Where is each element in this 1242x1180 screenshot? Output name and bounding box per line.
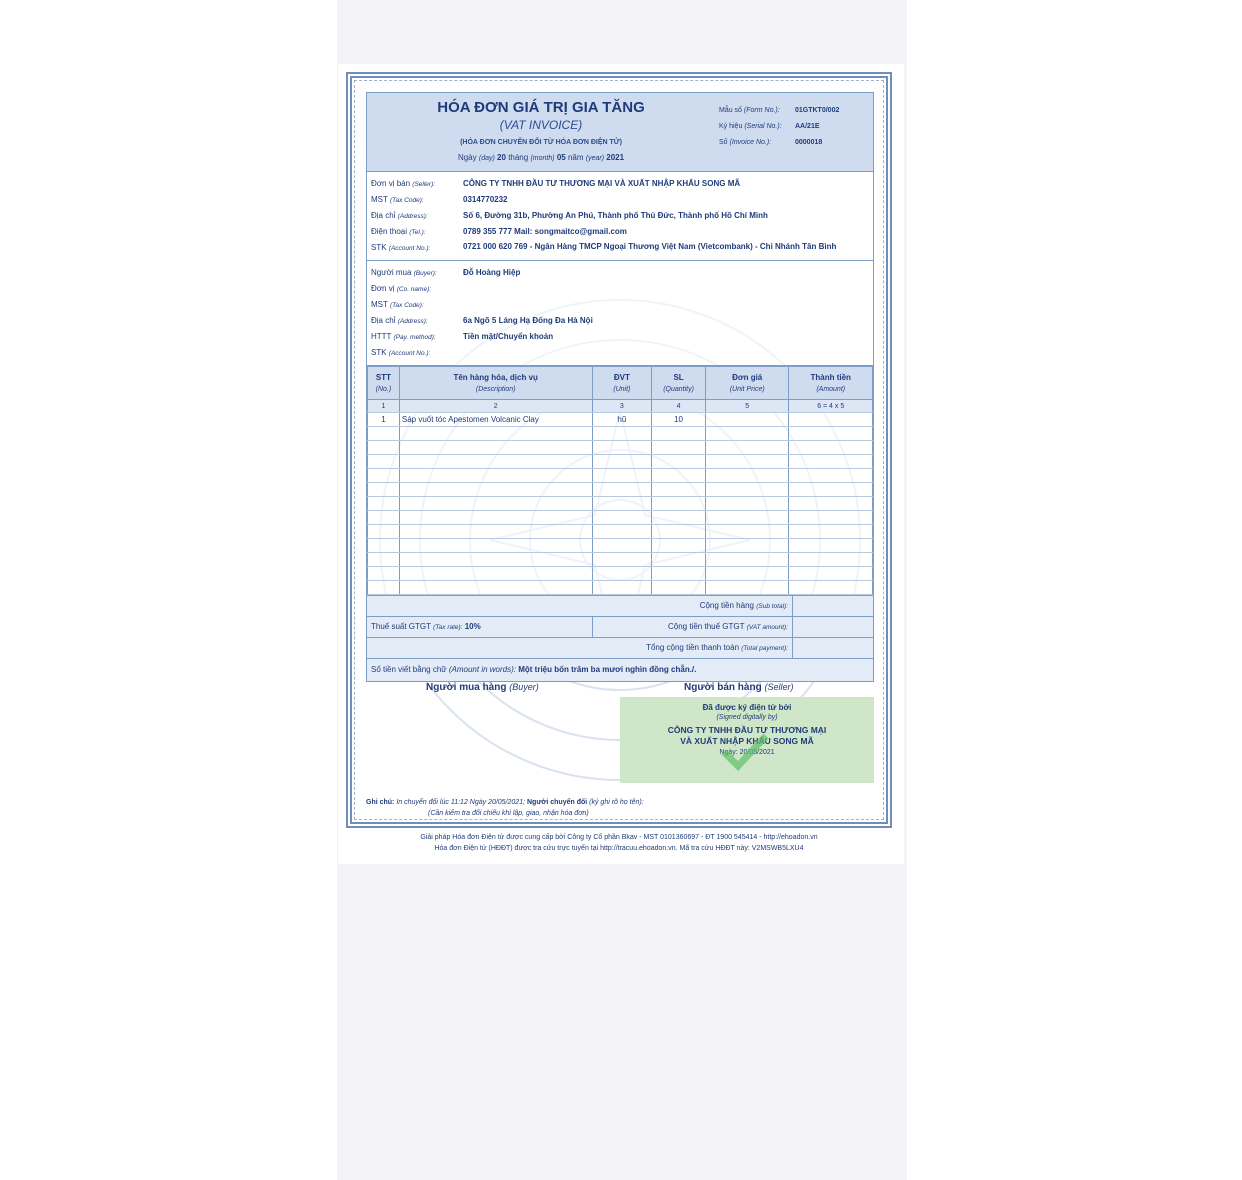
field-label: Người mua bbox=[371, 268, 412, 277]
meta-value: 01GTKT0/002 bbox=[795, 107, 840, 114]
note-line2: (Cần kiểm tra đối chiếu khi lập, giao, nhận hóa đơn) bbox=[428, 810, 589, 817]
buyer-address-row bbox=[371, 313, 869, 329]
seller-account: 0721 000 620 769 - Ngân Hàng TMCP Ngoại Thương Việt Nam (Vietcombank) - Chi Nhánh Tân Bình bbox=[463, 242, 837, 251]
year-value: 2021 bbox=[606, 153, 625, 162]
meta-form-no bbox=[719, 103, 839, 119]
buyer-tax-code bbox=[463, 297, 869, 313]
meta-label: Số bbox=[719, 139, 728, 146]
meta-serial-no bbox=[719, 119, 839, 135]
invoice-title: HÓA ĐƠN GIÁ TRỊ GIA TĂNG bbox=[437, 99, 645, 116]
vat-label: Cộng tiền thuế GTGT bbox=[668, 622, 745, 631]
total-label: Tổng cộng tiền thanh toán bbox=[646, 643, 740, 652]
footer-line1: Giải pháp Hóa đơn Điện tử được cung cấp bởi Công ty Cổ phần Bkav - MST 0101360697 - ĐT 1900 545414 - http://ehoadon.vn bbox=[420, 834, 818, 841]
sign-date: Ngày: 20/05/2021 bbox=[719, 749, 775, 756]
buyer-company bbox=[463, 281, 869, 297]
column-header-quantity: SL (Quantity) bbox=[652, 367, 706, 400]
field-label-en: (Pay. method): bbox=[393, 334, 436, 341]
conversion-note-footer bbox=[366, 797, 644, 819]
buyer-tax-row bbox=[371, 297, 869, 313]
meta-label-en: (Serial No.): bbox=[744, 123, 782, 130]
buyer-company-row bbox=[371, 281, 869, 297]
tax-rate-label: Thuế suất GTGT bbox=[371, 622, 431, 631]
field-label-en: (Tel.): bbox=[409, 229, 426, 236]
index-cell: 4 bbox=[652, 400, 706, 413]
vat-row bbox=[367, 617, 873, 638]
empty-table-row bbox=[368, 455, 873, 469]
empty-table-row bbox=[368, 497, 873, 511]
column-index-row bbox=[368, 400, 873, 413]
buyer-payment-row bbox=[371, 329, 869, 345]
conversion-note: (HÓA ĐƠN CHUYỂN ĐỔI TỪ HÓA ĐƠN ĐIỆN TỬ) bbox=[460, 139, 622, 146]
total-row bbox=[367, 638, 873, 659]
meta-label: Mẫu số bbox=[719, 107, 742, 114]
invoice-meta bbox=[719, 103, 839, 151]
seller-section bbox=[367, 172, 873, 261]
table-row bbox=[368, 413, 873, 427]
vat-label-en: (VAT amount): bbox=[746, 624, 788, 631]
column-header-amount: Thành tiền (Amount) bbox=[789, 367, 873, 400]
vat-amount bbox=[792, 617, 873, 637]
empty-table-row bbox=[368, 567, 873, 581]
tax-rate-label-en: (Tax rate): bbox=[433, 624, 463, 631]
field-label-en: (Seller): bbox=[412, 181, 436, 188]
words-label-en: (Amount in words): bbox=[448, 665, 516, 674]
field-label-en: (Account No.): bbox=[388, 245, 431, 252]
subtotal-row bbox=[367, 596, 873, 617]
field-label: STK bbox=[371, 348, 387, 357]
field-label-en: (Tax Code): bbox=[389, 302, 424, 309]
buyer-address: 6a Ngõ 5 Láng Hạ Đống Đa Hà Nội bbox=[463, 316, 593, 325]
month-label-en: (month) bbox=[530, 155, 555, 162]
meta-label: Ký hiệu bbox=[719, 123, 743, 130]
seller-name-row bbox=[371, 176, 869, 192]
seller-address: Số 6, Đường 31b, Phường An Phú, Thành phố Thủ Đức, Thành phố Hồ Chí Minh bbox=[463, 211, 768, 220]
seller-name: CÔNG TY TNHH ĐẦU TƯ THƯƠNG MẠI VÀ XUẤT NHẬP KHẨU SONG MÃ bbox=[463, 179, 741, 188]
empty-table-row bbox=[368, 581, 873, 595]
month-value: 05 bbox=[556, 153, 566, 162]
column-header-unit-price: Đơn giá (Unit Price) bbox=[705, 367, 788, 400]
field-label: Đơn vị bbox=[371, 284, 395, 293]
empty-table-row bbox=[368, 539, 873, 553]
field-label: MST bbox=[371, 300, 388, 309]
column-header-unit: ĐVT (Unit) bbox=[592, 367, 652, 400]
field-label: Đơn vị bán bbox=[371, 179, 411, 188]
field-label-en: (Co. name): bbox=[396, 286, 432, 293]
column-header-description: Tên hàng hóa, dịch vụ (Description) bbox=[399, 367, 592, 400]
item-unit-price bbox=[705, 413, 788, 427]
index-cell: 1 bbox=[368, 400, 400, 413]
invoice-form bbox=[366, 92, 874, 682]
words-label: Số tiền viết bằng chữ bbox=[371, 665, 447, 674]
buyer-section bbox=[367, 261, 873, 366]
seller-account-row bbox=[371, 240, 869, 256]
year-label-en: (year) bbox=[585, 155, 605, 162]
converter-hint: (ký ghi rõ họ tên): bbox=[589, 799, 644, 806]
amount-in-words bbox=[367, 659, 873, 681]
signer-company: CÔNG TY TNHH ĐẦU TƯ THƯƠNG MẠI VÀ XUẤT NHẬP KHẨU SONG MÃ bbox=[667, 725, 827, 746]
empty-table-row bbox=[368, 469, 873, 483]
invoice-date bbox=[367, 153, 715, 162]
field-label-en: (Tax Code): bbox=[389, 197, 424, 204]
year-label: năm bbox=[567, 153, 584, 162]
index-cell: 6 = 4 x 5 bbox=[789, 400, 873, 413]
meta-label-en: (Form No.): bbox=[743, 107, 780, 114]
subtotal-label: Cộng tiền hàng bbox=[699, 601, 754, 610]
total-amount bbox=[792, 638, 873, 658]
note-label: Ghi chú: bbox=[366, 799, 395, 806]
field-label-en: (Account No.): bbox=[388, 350, 431, 357]
provider-footer bbox=[346, 832, 892, 854]
words-value: Một triệu bốn trăm ba mươi nghìn đồng chẵn./. bbox=[518, 665, 697, 674]
field-label-en: (Buyer): bbox=[413, 270, 437, 277]
seller-phone-mail: 0789 355 777 Mail: songmaitco@gmail.com bbox=[463, 227, 627, 236]
index-cell: 2 bbox=[399, 400, 592, 413]
meta-value: AA/21E bbox=[795, 123, 820, 130]
buyer-account-row bbox=[371, 345, 869, 361]
field-label-en: (Address): bbox=[397, 318, 428, 325]
field-label: MST bbox=[371, 195, 388, 204]
item-unit: hũ bbox=[592, 413, 652, 427]
seller-phone-row bbox=[371, 224, 869, 240]
buyer-account bbox=[463, 345, 869, 361]
day-label-en: (day) bbox=[478, 155, 495, 162]
meta-value: 0000018 bbox=[795, 139, 823, 146]
field-label: Địa chỉ bbox=[371, 316, 396, 325]
total-label-en: (Total payment): bbox=[741, 645, 788, 652]
table-header-row bbox=[368, 367, 873, 400]
note-line1: In chuyển đổi lúc 11:12 Ngày 20/05/2021; bbox=[396, 799, 526, 806]
buyer-name-row bbox=[371, 265, 869, 281]
item-amount bbox=[789, 413, 873, 427]
checkmark-icon bbox=[720, 732, 770, 772]
footer-line2: Hóa đơn Điện tử (HĐĐT) được tra cứu trực tuyến tại http://tracuu.ehoadon.vn. Mã tra cứu HĐĐT này: V2MSWB5LXU4 bbox=[434, 845, 804, 852]
index-cell: 3 bbox=[592, 400, 652, 413]
month-label: tháng bbox=[508, 153, 529, 162]
buyer-name: Đỗ Hoàng Hiệp bbox=[463, 268, 521, 277]
seller-signature-title: Người bán hàng (Seller) bbox=[684, 682, 794, 693]
empty-table-row bbox=[368, 525, 873, 539]
item-no: 1 bbox=[368, 413, 400, 427]
signed-by-label-en: (Signed digitally by) bbox=[716, 714, 778, 721]
empty-table-row bbox=[368, 427, 873, 441]
empty-table-row bbox=[368, 511, 873, 525]
meta-invoice-no bbox=[719, 135, 839, 151]
signed-by-label: Đã được ký điện tử bởi bbox=[702, 703, 792, 712]
field-label: HTTT bbox=[371, 332, 392, 341]
totals-section bbox=[367, 595, 873, 681]
empty-table-row bbox=[368, 441, 873, 455]
seller-tax-code: 0314770232 bbox=[463, 195, 508, 204]
tax-rate-value: 10% bbox=[464, 622, 481, 631]
invoice-header bbox=[367, 93, 873, 172]
meta-label-en: (Invoice No.): bbox=[729, 139, 772, 146]
index-cell: 5 bbox=[705, 400, 788, 413]
invoice-subtitle: (VAT INVOICE) bbox=[499, 118, 583, 132]
empty-table-row bbox=[368, 553, 873, 567]
seller-address-row bbox=[371, 208, 869, 224]
column-header-no: STT (No.) bbox=[368, 367, 400, 400]
buyer-signature-title: Người mua hàng (Buyer) bbox=[426, 682, 539, 693]
subtotal-label-en: (Sub total): bbox=[756, 603, 788, 610]
day-value: 20 bbox=[497, 153, 506, 162]
subtotal-amount bbox=[792, 596, 873, 616]
converter-label: Người chuyển đổi bbox=[526, 799, 588, 806]
item-quantity: 10 bbox=[652, 413, 706, 427]
empty-table-row bbox=[368, 483, 873, 497]
seller-tax-row bbox=[371, 192, 869, 208]
item-description: Sáp vuốt tóc Apestomen Volcanic Clay bbox=[399, 413, 592, 427]
buyer-payment-method: Tiền mặt/Chuyển khoản bbox=[463, 332, 554, 341]
field-label-en: (Address): bbox=[397, 213, 428, 220]
day-label: Ngày bbox=[457, 153, 477, 162]
field-label: Điện thoại bbox=[371, 227, 408, 236]
field-label: STK bbox=[371, 243, 387, 252]
field-label: Địa chỉ bbox=[371, 211, 396, 220]
items-table bbox=[367, 366, 873, 595]
